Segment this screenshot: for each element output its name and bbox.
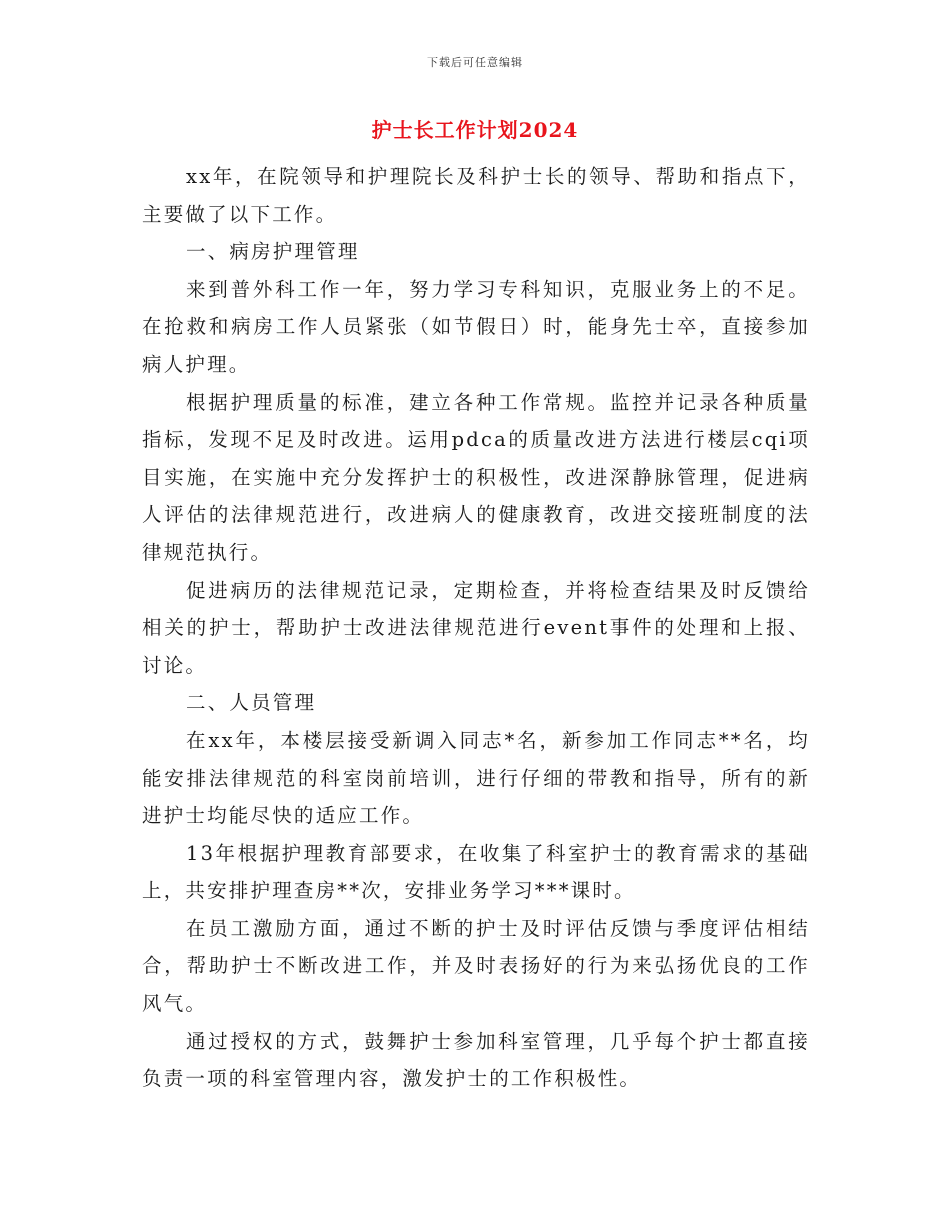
paragraph-intro: xx年，在院领导和护理院长及科护士长的领导、帮助和指点下，主要做了以下工作。: [142, 165, 810, 226]
section-heading-ward-management: 一、病房护理管理: [186, 240, 360, 264]
document-body: [142, 158, 810, 1098]
paragraph: 在员工激励方面，通过不断的护士及时评估反馈与季度评估相结合，帮助护士不断改进工作，并及时表扬好的行为来弘扬优良的工作风气。: [142, 916, 810, 1016]
paragraph: 通过授权的方式，鼓舞护士参加科室管理，几乎每个护士都直接负责一项的科室管理内容，激发护士的工作积极性。: [142, 1029, 810, 1091]
document-title: 护士长工作计划2024: [371, 118, 579, 142]
paragraph: 在xx年，本楼层接受新调入同志*名，新参加工作同志**名，均能安排法律规范的科室岗前培训，进行仔细的带教和指导，所有的新进护士均能尽快的适应工作。: [142, 728, 810, 828]
paragraph: 13年根据护理教育部要求，在收集了科室护士的教育需求的基础上，共安排护理查房**次，安排业务学习***课时。: [142, 841, 810, 903]
paragraph: 促进病历的法律规范记录，定期检查，并将检查结果及时反馈给相关的护士，帮助护士改进法律规范进行event事件的处理和上报、讨论。: [142, 578, 810, 677]
header-note: 下载后可任意编辑: [427, 56, 523, 69]
paragraph: 根据护理质量的标准，建立各种工作常规。监控并记录各种质量指标，发现不足及时改进。运用pdca的质量改进方法进行楼层cqi项目实施，在实施中充分发挥护士的积极性，改进深静脉管理，促进病人评估的法律规范进行，改进病人的健康教育，改进交接班制度的法律规范执行。: [142, 390, 810, 564]
section-heading-staff-management: 二、人员管理: [186, 691, 317, 715]
paragraph: 来到普外科工作一年，努力学习专科知识，克服业务上的不足。在抢救和病房工作人员紧张（如节假日）时，能身先士卒，直接参加病人护理。: [142, 277, 810, 376]
